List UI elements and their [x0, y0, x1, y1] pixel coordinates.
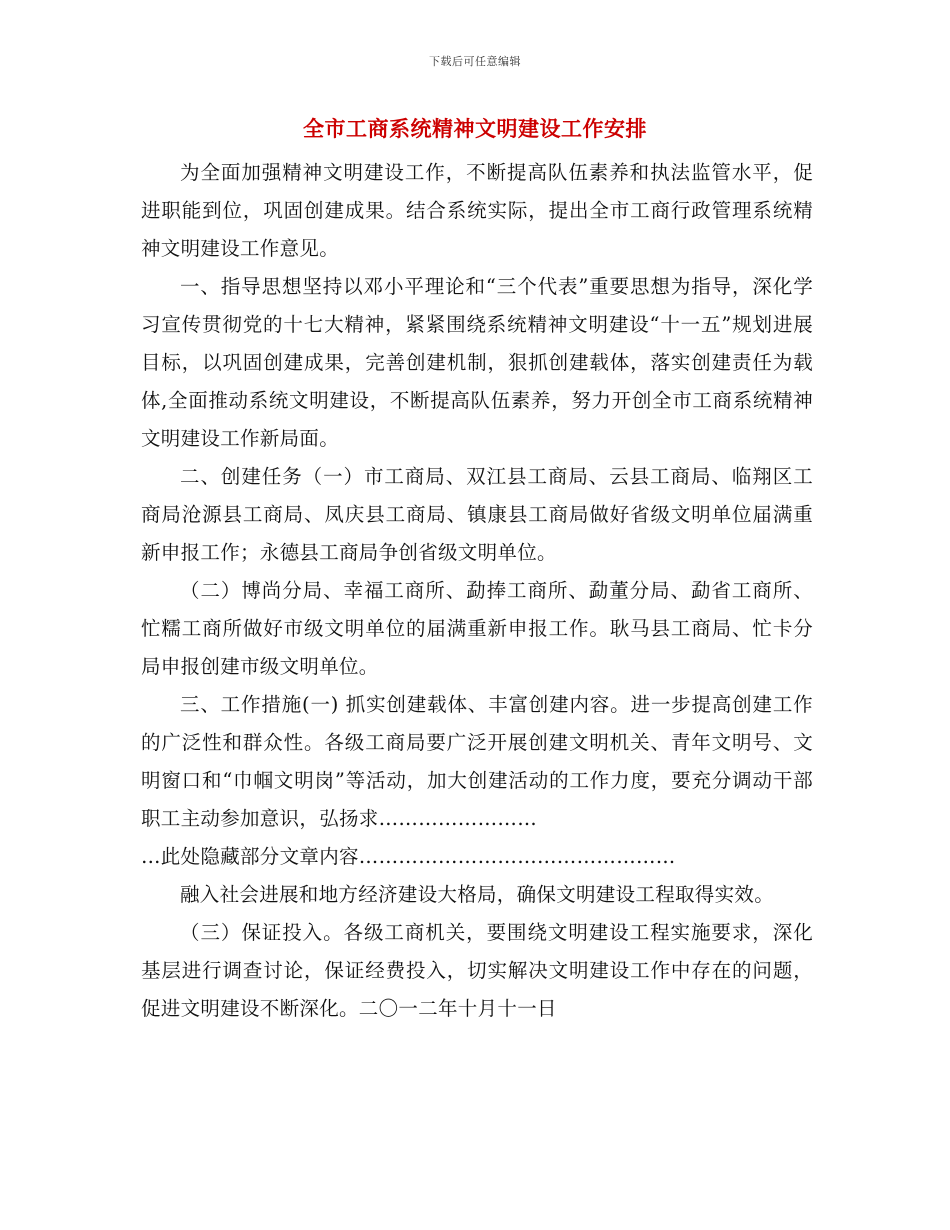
- document-body: [141, 154, 813, 1028]
- document-title: 全市工商系统精神文明建设工作安排: [303, 116, 647, 141]
- header-note: 下载后可任意编辑: [429, 55, 521, 68]
- paragraph-tasks-1: 二、创建任务（一）市工商局、双江县工商局、云县工商局、临翔区工商局沧源县工商局、凤庆县工商局、镇康县工商局做好省级文明单位届满重新申报工作；永德县工商局争创省级文明单位。: [141, 465, 813, 564]
- paragraph-tasks-2: （二）博尚分局、幸福工商所、勐捧工商所、勐董分局、勐省工商所、忙糯工商所做好市级文明单位的届满重新申报工作。耿马县工商局、忙卡分局申报创建市级文明单位。: [141, 579, 813, 678]
- paragraph-measures-2: 融入社会进展和地方经济建设大格局，确保文明建设工程取得实效。: [180, 883, 775, 906]
- paragraph-hidden-content: …此处隐藏部分文章内容…………………………………………: [141, 845, 676, 868]
- paragraph-guiding-ideology: 一、指导思想坚持以邓小平理论和“三个代表”重要思想为指导，深化学习宣传贯彻党的十七大精神，紧紧围绕系统精神文明建设“十一五”规划进展目标，以巩固创建成果，完善创建机制，狠抓创建载体，落实创建责任为载体,全面推动系统文明建设，不断提高队伍素养，努力开创全市工商系统精神文明建设工作新局面。: [141, 275, 813, 450]
- paragraph-intro: 为全面加强精神文明建设工作，不断提高队伍素养和执法监管水平，促进职能到位，巩固创建成果。结合系统实际，提出全市工商行政管理系统精神文明建设工作意见。: [141, 161, 813, 260]
- paragraph-measures-3: （三）保证投入。各级工商机关，要围绕文明建设工程实施要求，深化基层进行调查讨论，保证经费投入，切实解决文明建设工作中存在的问题，促进文明建设不断深化。二〇一二年十月十一日: [141, 921, 813, 1020]
- paragraph-measures-1: 三、工作措施(一) 抓实创建载体、丰富创建内容。进一步提高创建工作的广泛性和群众性。各级工商局要广泛开展创建文明机关、青年文明号、文明窗口和“巾帼文明岗”等活动，加大创建活动的工作力度，要充分调动干部职工主动参加意识，弘扬求……………………: [141, 693, 813, 830]
